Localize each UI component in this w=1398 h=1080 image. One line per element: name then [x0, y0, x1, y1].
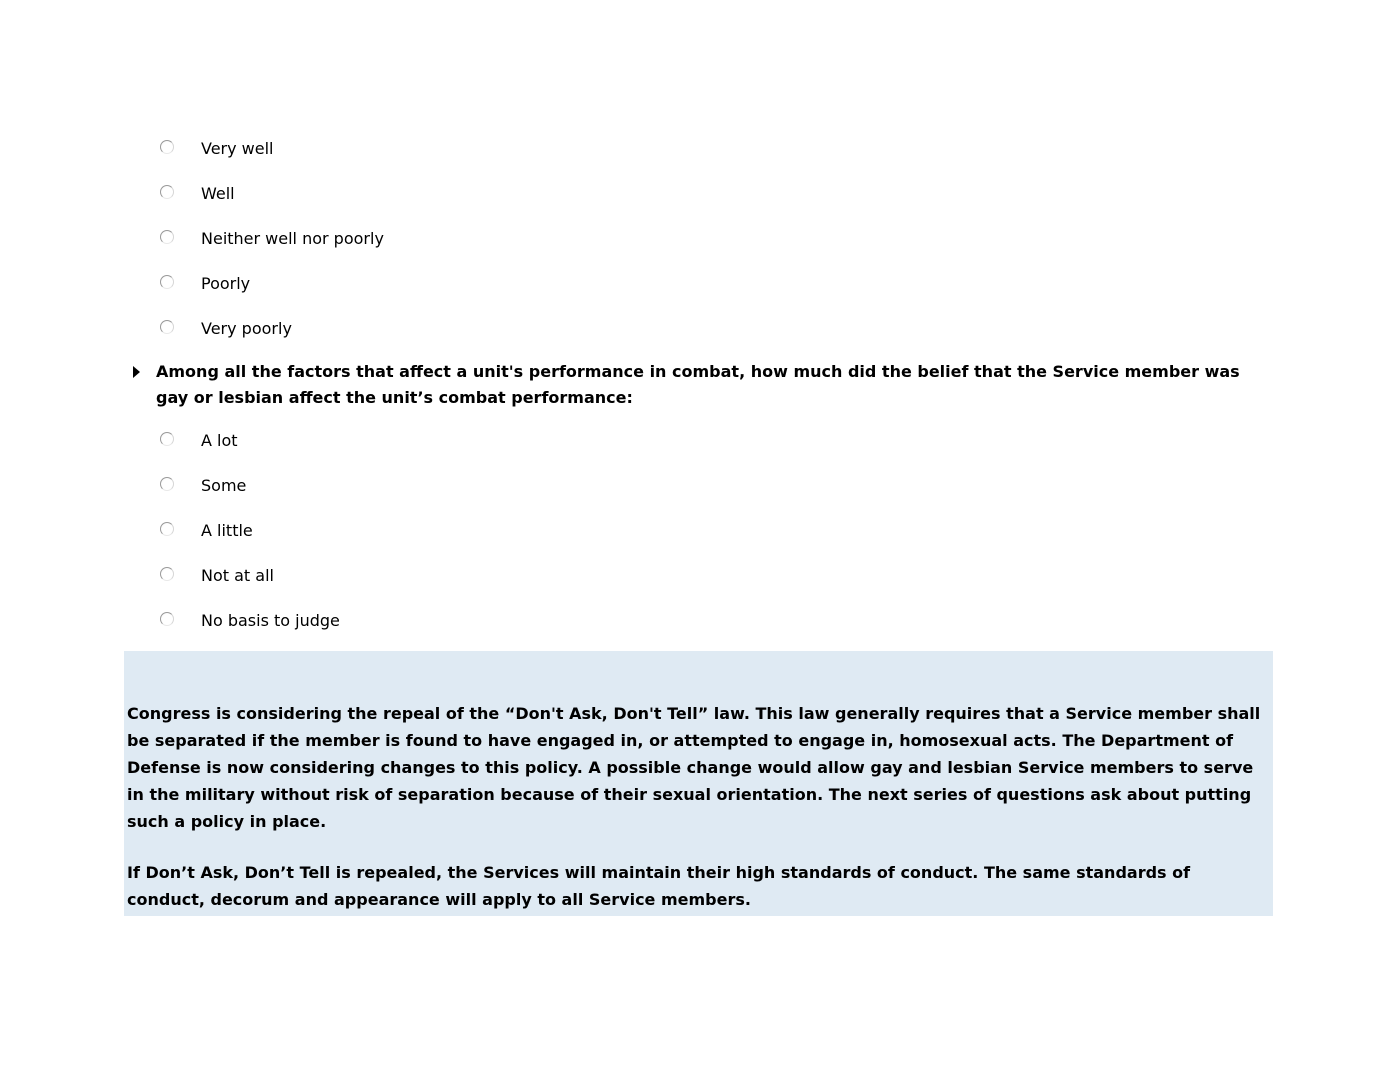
option-a-little[interactable]: [160, 518, 340, 563]
question-2: [133, 360, 1273, 411]
option-poorly[interactable]: [160, 271, 384, 316]
option-very-poorly[interactable]: [160, 316, 384, 361]
radio-button[interactable]: [160, 140, 174, 154]
radio-button[interactable]: [160, 432, 174, 446]
option-label[interactable]: Not at all: [201, 566, 274, 585]
option-label[interactable]: Neither well nor poorly: [201, 229, 384, 248]
caret-right-icon: [133, 366, 140, 378]
option-label[interactable]: A little: [201, 521, 253, 540]
info-paragraph-standards: If Don’t Ask, Don’t Tell is repealed, the Services will maintain their high standards of conduct. The same standards of conduct, decorum and appearance will apply to all Service members.: [127, 863, 1191, 909]
option-label[interactable]: Some: [201, 476, 247, 495]
radio-button[interactable]: [160, 567, 174, 581]
question-2-options: [160, 428, 340, 653]
option-label[interactable]: Poorly: [201, 274, 251, 293]
option-well[interactable]: [160, 181, 384, 226]
option-label[interactable]: Well: [201, 184, 235, 203]
option-label[interactable]: No basis to judge: [201, 611, 340, 630]
radio-button[interactable]: [160, 522, 174, 536]
radio-button[interactable]: [160, 185, 174, 199]
option-a-lot[interactable]: [160, 428, 340, 473]
question-2-text: Among all the factors that affect a unit's performance in combat, how much did the belief that the Service member was gay or lesbian affect the unit’s combat performance:: [156, 362, 1240, 407]
radio-button[interactable]: [160, 230, 174, 244]
option-label[interactable]: Very poorly: [201, 319, 292, 338]
option-neither-well-nor-poorly[interactable]: [160, 226, 384, 271]
option-no-basis-to-judge[interactable]: [160, 608, 340, 653]
option-not-at-all[interactable]: [160, 563, 340, 608]
question-1-options: [160, 136, 384, 361]
info-paragraph-repeal: Congress is considering the repeal of the “Don't Ask, Don't Tell” law. This law generally requires that a Service member shall be separated if the member is found to have engaged in, or attempted to engage in, homosexual acts. The Department of Defense is now considering changes to this policy. A possible change would allow gay and lesbian Service members to serve in the military without risk of separation because of their sexual orientation. The next series of questions ask about putting such a policy in place.: [127, 704, 1261, 831]
option-label[interactable]: A lot: [201, 431, 238, 450]
option-label[interactable]: Very well: [201, 139, 274, 158]
option-very-well[interactable]: [160, 136, 384, 181]
radio-button[interactable]: [160, 320, 174, 334]
radio-button[interactable]: [160, 612, 174, 626]
option-some[interactable]: [160, 473, 340, 518]
radio-button[interactable]: [160, 477, 174, 491]
info-box: [124, 651, 1273, 916]
radio-button[interactable]: [160, 275, 174, 289]
